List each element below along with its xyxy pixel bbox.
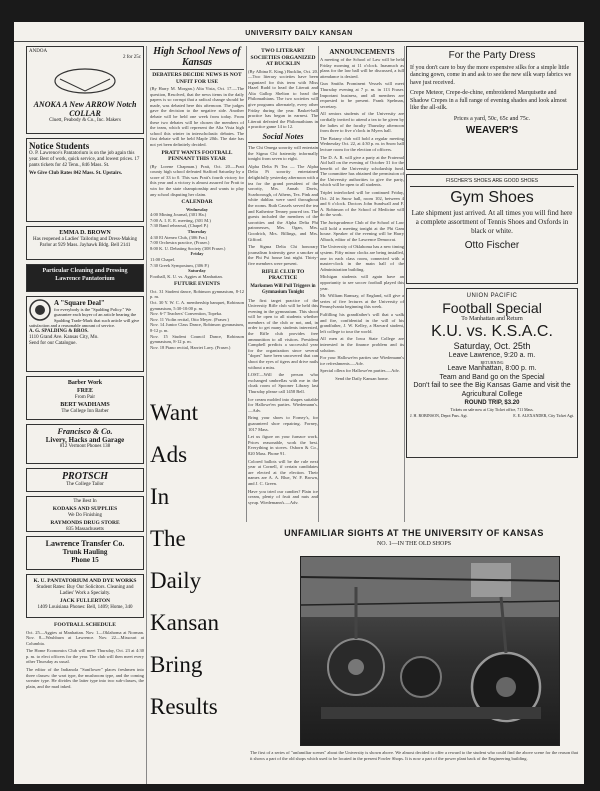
ad-title: For the Party Dress bbox=[448, 50, 536, 61]
ad-body: Late shipment just arrived. At all times you will find here a complete assortment of Tennis Shoes and Oxfords in black or white. bbox=[411, 209, 573, 235]
announcement: For your Hallowe'en parties use Wiedemann's ice refreshments.—Adv. bbox=[320, 355, 404, 366]
paragraph: The editor of the Indianola "Sunflower" places freshmen into three classes: the wart type, the mushroom type, and the coming sweater type. He divides the latter type into two sub-classes, the plain, and the mad inked. bbox=[26, 667, 144, 689]
future-events-list bbox=[150, 289, 244, 351]
calendar-item: 7:00 Orchestra practice, (Fraser.) bbox=[150, 240, 210, 246]
ad-title: Barber Work bbox=[67, 380, 103, 386]
calendar-list bbox=[150, 207, 244, 280]
paragraph: Oct. 25—Aggies at Manhattan. Nov. 1—Oklahoma at Norman. Nov. 8—Washburn at Lawrence. Nov. 22—Missouri at Columbia. bbox=[26, 629, 144, 646]
paragraph: (By Albina E. King.) Bucklin, Oct. 20.—Two literary societies have been organized for this term with Miss Hazel Rudd to head the Literati and Alta Gallop Shelton to head the Philomathians. The two societies will give programs alternately, every other Friday during the year. Basket-ball practice has begun in earnest. The Literati defeated the Philomathians in a practice game 14 to 12. bbox=[248, 68, 318, 130]
want-ads-word: Results bbox=[150, 694, 218, 719]
announcement: Send the Daily Kansan home. bbox=[335, 375, 389, 381]
ad-fare: ROUND TRIP, $3.20 bbox=[464, 400, 520, 406]
calendar-day: Thursday bbox=[187, 228, 207, 234]
protsch-tailor-ad bbox=[26, 468, 144, 492]
announcement: The University of Oklahoma has a new timing system. Fifty minor clocks are being installed, one in each class room, connected with a master-clock in the main hall of the Administration building. bbox=[320, 244, 404, 272]
ad-body: Crepe Meteor, Crepe-de-chine, embroidered Marquisette and Shadow Crepes in a full range of evening shades and look almost like the all-silk. bbox=[410, 90, 567, 112]
ad-body: 812 Vermont Phones 138 bbox=[59, 444, 111, 449]
ad-title: Notice Students bbox=[29, 141, 90, 151]
paragraph: LOST—Will the person who exchanged umbrellas with me in the cloak room of Spooner Library last Thursday please call 1458 Bell. bbox=[248, 372, 318, 394]
ad-agents bbox=[410, 413, 574, 418]
calendar-day: Wednesday bbox=[185, 206, 208, 212]
feature-subtitle: NO. 1—IN THE OLD SHOPS bbox=[376, 541, 452, 547]
section-heading: FOOTBALL SCHEDULE bbox=[54, 622, 116, 628]
ad-body: Has reopened a Ladies' Tailoring and Dress-Making Parlor at 929 Mass. Jayhawk Bldg. Bell 2141 bbox=[32, 237, 138, 248]
future-event: Oct. 31 Student dance, Robinson gymnasium, 8-12 p. m. bbox=[150, 288, 244, 300]
ad-title: Francisco & Co. bbox=[57, 427, 113, 436]
ad-route: To Manhattan and Return bbox=[461, 316, 523, 322]
ad-body: O. P. Lawrence's Pantatorium is on the job again this year. Best of work, quick service, and lowest prices. 17 pants tickets for 42 Tenn., 846 Mass. St. bbox=[29, 151, 140, 168]
paragraph: (By Harry M. Morgan.) Alta Vista, Oct. 17.—The question, Resolved, that the news items in the daily papers is so corrupt that a radical change should be made, was debated here this afternoon. The judges gave the decision to the negative side. Another debate will be held one week from today. From these two debates will be chosen the members of the team, which will represent the Alta Vista high school this winter in interscholastic debates. The first debate will be held Maple 20th. The date has not yet been definitely decided. bbox=[150, 86, 244, 147]
ad-title: KODAKS AND SUPPLIES bbox=[52, 506, 118, 512]
announcement: Triplet interlocked will be continued Friday, Oct. 24 in Snow hall, room 102, between 4 and 6 o'clock. Doctors John Sundwall and F. A. Robinson of the School of Medicine will do the work. bbox=[320, 190, 404, 218]
cleaning-pressing-ad bbox=[26, 264, 144, 292]
ad-title: BERT WADHAMS bbox=[60, 402, 110, 408]
ad-returning: RETURNING bbox=[480, 360, 504, 365]
paragraph: The first target practice of the University Rifle club will be held this evening in the gymnasium. This shoot will be open to all students whether members of the club or not, and, in order to get many students interested, the Rifle club provides free ammunition to all visitors. President Campbell predicts a successful year for the organization since several "dopes" have been uncovered that can shoot the eyes of tigers and drive nails without a miss. bbox=[248, 297, 318, 370]
ad-title: Phone 15 bbox=[71, 556, 99, 564]
ad-title: Trunk Hauling bbox=[62, 548, 108, 556]
want-ads-word: Bring bbox=[150, 652, 203, 677]
ad-title: Gym Shoes bbox=[450, 189, 534, 206]
ad-body: If you don't care to buy the more expensive silks for a simple little dancing gown, come in and ask to see the new silk warp fabrics we have just received. bbox=[410, 65, 572, 86]
ad-brand: ANDOA bbox=[29, 49, 48, 54]
announcement: Gun Smiths Prominent Vessels will meet Thursday evening at 7 p. m. in 113 Fraser. Important business, and all members are requested to be present. Frank Spelman, secretary. bbox=[320, 81, 404, 109]
ad-title: FREE bbox=[76, 388, 93, 394]
old-shops-photo bbox=[300, 556, 560, 746]
calendar-item: 4:00 Mining Journal, (301 Ha.) bbox=[150, 212, 207, 218]
future-event: Nov. 11 Violin recital, Otto Meyer. (Fraser.) bbox=[150, 316, 229, 322]
paragraph: Have you tried our candies? Plain ice cream, plenty of fruit and nuts and syrup. Wiedemann's.—Adv. bbox=[248, 488, 318, 505]
ad-body: Don't fail to see the Big Kansas Game and visit the Agricultural College bbox=[413, 382, 571, 398]
column-society bbox=[248, 46, 318, 518]
want-ads-word: Kansan bbox=[150, 610, 219, 635]
ad-maker: Cluett, Peabody & Co., Inc. Makers bbox=[49, 118, 121, 123]
announcement: All seniors students of the University are cordially invited to attend a tea to be given by the ladies of the faculty Thursday afternoon from three to five o'clock in Myers hall. bbox=[320, 111, 404, 134]
ad-firm: A. G. SPALDING & BROS. bbox=[29, 328, 89, 334]
column-high-school-news bbox=[150, 46, 244, 386]
future-event: Oct. 30 Y. W. C. A. membership banquet, Robinson gymnasium, 5:30-10:00 p. m. bbox=[150, 300, 244, 311]
ad-body: Tickets on sale now at City Ticket office, 711 Mass. bbox=[450, 407, 534, 412]
ad-title: PROTSCH bbox=[61, 471, 109, 482]
ad-body: The College Inn Barber bbox=[61, 409, 109, 414]
ad-title: RAYMONDS DRUG STORE bbox=[50, 520, 120, 526]
future-event: Nov. 15 Student Council Dance, Robinson gymnasium, 8-12 p. m. bbox=[150, 333, 244, 345]
paragraph: Colored ballots will be the rule next year at Cornell, if certain candidates are elected at the election. Their names are A. A. Blue, W. F. Brown, and J. C. Green. bbox=[248, 458, 318, 486]
paragraph: Alpha Delta Pi Tea — The Alpha Delta Pi sorority entertained delightfully yesterday afternoon with a tea for the grand president of the sorority, Mrs. Annah Davis, Scarborough, of Athens, Tex. Pink and white dahlias were used throughout the rooms. Ruth Cassels served the tea and Katherine Tenney poured tea. The guests included the members of the sororities and the Alpha Delta Phi patronesses, Mrs. Ogan, Mrs. Goodrich, Mrs. Billings, and Mrs. Gifford. bbox=[248, 163, 318, 242]
ad-body: 835 Massachusetts bbox=[66, 527, 104, 532]
want-ads-promo bbox=[150, 392, 246, 728]
masthead: UNIVERSITY DAILY KANSAN bbox=[14, 22, 584, 42]
brown-tailoring-ad bbox=[26, 226, 144, 260]
ad-title: JACK FULLERTON bbox=[59, 598, 111, 604]
ku-pantatorium-ad bbox=[26, 574, 144, 618]
ad-body: Send for our Catalogue. bbox=[29, 340, 77, 346]
ad-body: for everybody is the "Spalding Policy." We guarantee each buyer of an article bearing the Spalding Trade-Mark that such article will give satisfaction and a reasonable amount of service. bbox=[29, 307, 140, 329]
paragraph: Let us figure on your furnace work. Prices reasonable, work the best. Everything in stoves. Osborn & Co., 820 Mass. Phone 91. bbox=[248, 434, 318, 456]
ad-address: 1110 Grand Ave. Kansas City, Mo. bbox=[29, 334, 99, 340]
headline: RIFLE CLUB TO PRACTICE bbox=[261, 268, 305, 281]
transfer-co-ad bbox=[26, 536, 144, 570]
paragraph: The Chi Omega sorority will entertain the Sigma Chi fraternity informally tonight from seven to eight. bbox=[248, 145, 318, 162]
francisco-livery-ad bbox=[26, 424, 144, 464]
ad-date: Saturday, Oct. 25th bbox=[453, 341, 531, 351]
subheadline: Marksmen Will Pull Triggers in Gymnasium Tonight bbox=[250, 283, 316, 295]
ad-body: From Pair bbox=[74, 395, 96, 400]
union-pacific-football-special-ad bbox=[406, 288, 578, 458]
want-ads-word: Ads bbox=[150, 442, 188, 467]
ad-body: Team and Band go on the Special bbox=[439, 374, 545, 381]
calendar-item: 11:00 Chapel. bbox=[150, 256, 176, 262]
want-ads-word: The bbox=[150, 526, 186, 551]
weavers-party-dress-ad bbox=[406, 46, 578, 170]
ad-body: The Best In bbox=[73, 499, 97, 504]
column-rule bbox=[246, 46, 247, 522]
column-rule bbox=[404, 46, 405, 522]
ad-title: A "Square Deal" bbox=[54, 299, 105, 307]
headline: DEBATERS DECIDE NEWS IS NOT UNFIT FOR USE bbox=[152, 72, 242, 85]
announcement: Mr. William Ramsay, of England, will give a series of five lectures at the University of Pennsylvania beginning this week. bbox=[320, 293, 404, 310]
feature-title: UNFAMILIAR SIGHTS AT THE UNIVERSITY OF KANSAS bbox=[284, 528, 544, 538]
pantatorium-notice-ad bbox=[26, 138, 144, 222]
future-events-heading: FUTURE EVENTS bbox=[174, 281, 220, 288]
calendar-item: 7:30 Greek Symposium, (306 P.) bbox=[150, 262, 209, 268]
newspaper-page bbox=[14, 22, 584, 784]
section-title: ANNOUNCEMENTS bbox=[329, 48, 395, 56]
ad-title: K. U. PANTATORIUM AND DYE WORKS bbox=[33, 578, 137, 584]
column-rule bbox=[318, 46, 319, 522]
calendar-day: Saturday bbox=[188, 268, 206, 274]
photo-caption: The first of a series of "unfamiliar scenes" about the University is shown above. We almost decided to offer a reward to the student who could find the above scene for the reason that it shows a part of the old shops which used to be located in the present Fowler Shops. It is now a part of the power plant back of the Engineering building. bbox=[250, 750, 578, 761]
announcement: All men at the Iowa State College are interested in the finance problem and its solution. bbox=[320, 336, 404, 353]
headline: TWO LITERARY SOCIETIES ORGANIZED AT BUCKLIN bbox=[250, 48, 316, 67]
football-schedule bbox=[26, 622, 144, 646]
section-title: High School News of Kansas bbox=[150, 46, 244, 70]
ad-title: EMMA D. BROWN bbox=[59, 230, 111, 236]
spalding-trademark-icon bbox=[29, 299, 51, 321]
ad-teams: K.U. vs. K.S.A.C. bbox=[431, 323, 553, 340]
section-title: Social Notes bbox=[248, 132, 318, 143]
calendar-item: 4:30 El Ateneo Club, (306 Fra.) bbox=[150, 234, 208, 240]
want-ads-word: In bbox=[150, 484, 170, 509]
ad-prices: Prices a yard, 50c, 65c and 75c. bbox=[453, 116, 531, 123]
machinery-photo-icon bbox=[301, 557, 560, 746]
announcement: A meeting of the School of Law will be held Friday morning at 11 o'clock. Inasmuch as plans for the law ball will be discussed, a full attendance is desired. bbox=[320, 57, 404, 79]
calendar-heading: CALENDAR bbox=[181, 199, 213, 206]
ad-kicker: FISCHER'S SHOES ARE GOOD SHOES bbox=[410, 178, 574, 187]
spalding-ad bbox=[26, 296, 144, 372]
ad-store-name: WEAVER'S bbox=[465, 125, 519, 137]
kodak-ad bbox=[26, 496, 144, 532]
ad-title: Particular Cleaning and Pressing bbox=[42, 268, 128, 274]
ad-title: Livery, Hacks and Garage bbox=[45, 436, 125, 444]
ad-address: 1409 Louisiana Phones: Bell, 1409; Home, 340 bbox=[37, 605, 133, 610]
ad-store-name: Otto Fischer bbox=[464, 240, 520, 251]
announcement: Special ollera for Hallowe'en parties.—Adv. bbox=[320, 368, 400, 374]
ad-price: 2 for 25c bbox=[122, 55, 141, 60]
announcement: The Jurisprudence Club of the School of Law will hold a meeting tonight at the Phi Gam house. Speaker of the evening will be Harry Albach, editor of the Lawrence Democrat. bbox=[320, 220, 404, 242]
announcement: The Botany club will hold a regular meeting Wednesday Oct. 22, at 4:30 p. m. in Snow hall lecture room for the election of officers. bbox=[320, 135, 404, 152]
ad-body: We Do Finishing bbox=[67, 513, 103, 518]
want-ads-word: Daily bbox=[150, 568, 202, 593]
calendar-item: 7:30 Band rehearsal, (Chapel P.) bbox=[150, 223, 209, 229]
ad-agent: J. H. ROBINSON, Depot Pass. Agt. bbox=[410, 413, 468, 418]
collar-illustration-icon bbox=[30, 61, 140, 97]
column-announcements bbox=[320, 46, 404, 518]
column-ads-left bbox=[26, 46, 144, 784]
paragraph: The Sigma Delta Chi honorary journalism fraternity gave a smoker at the Phi Psi house last night. Thirty-five members were present. bbox=[248, 244, 318, 266]
calendar-day: Friday bbox=[190, 251, 204, 257]
ad-departure: Leave Manhattan, 8:00 p. m. bbox=[447, 365, 537, 372]
fischer-gym-shoes-ad bbox=[406, 174, 578, 284]
future-event: Nov. 14 Junior Class Dance, Robinson gymnasium, 8-12 p. m. bbox=[150, 322, 244, 333]
ad-title: Lawrence Transfer Co. bbox=[45, 539, 125, 548]
ad-body: Student Rates: Buy Our Solicitors. Cleaning and Ladies' Work a Specialty. bbox=[36, 585, 134, 596]
future-event: Nov. 6-7 Teachers' Convention, Topeka. bbox=[150, 311, 223, 317]
announcement: Fulfilling his grandfather's will that a walk and fire, confidential in the will of his grandfather, J. W. Kelley, a Harvard student, left college to tour the world. bbox=[320, 311, 404, 334]
paragraph: (By Lorene Chapman.) Pratt, Oct. 20.—Pratt county high school defeated Stafford Saturday by a score of 33 to 0. This was Pratt's fourth victory for this year and a victory is almost assured for Pratt to win for the state championship and wants to play any school disputing her claim. bbox=[150, 163, 244, 197]
headline: PRATT WANTS FOOTBALL PENNANT THIS YEAR bbox=[161, 149, 233, 163]
column-rule bbox=[146, 46, 147, 784]
ad-title: Lawrence Pantatorium bbox=[55, 276, 115, 282]
paragraph: Bring your shoes to Forney's, for guaranteed shoe repairing. Forney, 1017 Mass. bbox=[248, 415, 318, 432]
arrow-collar-ad bbox=[26, 46, 144, 134]
ad-body: We Give Club Rates 842 Mass. St. Upstairs. bbox=[29, 171, 123, 176]
ad-agent: E. E. ALEXANDER, City Ticket Agt. bbox=[513, 413, 574, 418]
ad-departure: Leave Lawrence, 9:20 a. m. bbox=[448, 352, 536, 359]
ad-body: The College Tailor bbox=[66, 482, 104, 487]
announcement: Michigan students will again have an opportunity to see soccer football played this year. bbox=[320, 274, 404, 291]
paragraph: Ice cream molded into shapes suitable for Hallowe'en parties. Wiedemann's.—Adv. bbox=[248, 396, 318, 413]
ad-railroad: UNION PACIFIC bbox=[466, 293, 518, 299]
ad-title: Football Special bbox=[442, 300, 542, 316]
calendar-item: Football, K. U. vs. Aggies at Manhattan. bbox=[150, 273, 223, 279]
ad-product-name: ANOKA A New ARROW Notch COLLAR bbox=[33, 100, 137, 118]
barber-ad bbox=[26, 376, 144, 420]
calendar-item: 8:00 K. U. Debating Society (308 Fraser.) bbox=[150, 245, 226, 251]
want-ads-word: Want bbox=[150, 400, 198, 425]
calendar-item: 7:00 A. I. E. E. meeting, (301 M.) bbox=[150, 217, 211, 223]
column-ads-right bbox=[406, 46, 578, 522]
paragraph: The Home Economics Club will meet Thursday, Oct. 23 at 4:30 p. m. to elect officers for the year. The club will then meet every other Thursday as usual. bbox=[26, 648, 144, 665]
future-event: Nov. 18 Piano recital, Harriet Lavy. (Fraser.) bbox=[150, 344, 231, 350]
announcement: The D. A. R. will give a party at the Fraternal Aid hall on the evening of October 31 for the benefit of the University scholarship fund. The committee has obtained the permission of the University authorities to give the party, which will be open to all students. bbox=[320, 154, 404, 188]
